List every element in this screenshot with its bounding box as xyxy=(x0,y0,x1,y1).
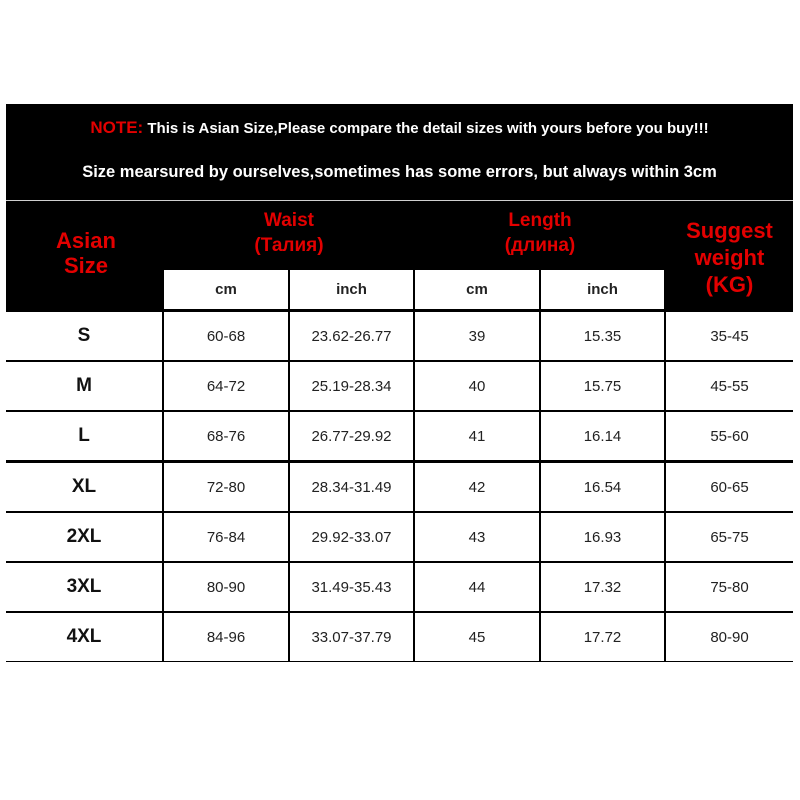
weight-cell: 35-45 xyxy=(666,312,793,360)
weight-cell: 55-60 xyxy=(666,412,793,460)
header-waist xyxy=(164,208,414,258)
waist-inch-cell: 29.92-33.07 xyxy=(290,513,413,561)
length-cm-cell: 42 xyxy=(415,463,539,511)
waist-cm-cell: 60-68 xyxy=(164,312,288,360)
size-cell: 4XL xyxy=(6,613,162,661)
weight-cell: 80-90 xyxy=(666,613,793,661)
header-waist-line: Waist xyxy=(264,210,314,231)
length-inch-cell: 16.14 xyxy=(541,412,664,460)
waist-inch-cell: 26.77-29.92 xyxy=(290,412,413,460)
length-cm-cell: 41 xyxy=(415,412,539,460)
waist-cm-cell: 64-72 xyxy=(164,362,288,410)
length-cm-cell: 44 xyxy=(415,563,539,611)
unit-inch-length: inch xyxy=(541,270,664,309)
length-cm-cell: 40 xyxy=(415,362,539,410)
length-cm-cell: 39 xyxy=(415,312,539,360)
size-cell: 2XL xyxy=(6,513,162,561)
weight-cell: 75-80 xyxy=(666,563,793,611)
header-length-line: Length xyxy=(508,210,572,231)
header-asian-size xyxy=(26,228,146,278)
weight-cell: 65-75 xyxy=(666,513,793,561)
divider xyxy=(6,200,793,201)
size-cell: L xyxy=(6,412,162,460)
length-inch-cell: 16.93 xyxy=(541,513,664,561)
length-inch-cell: 17.32 xyxy=(541,563,664,611)
unit-inch-waist: inch xyxy=(290,270,413,309)
waist-cm-cell: 84-96 xyxy=(164,613,288,661)
header-asian-size-line: Asian xyxy=(56,228,116,253)
header-weight xyxy=(666,217,793,298)
size-cell: M xyxy=(6,362,162,410)
unit-cm-length: cm xyxy=(415,270,539,309)
waist-cm-cell: 80-90 xyxy=(164,563,288,611)
header-length xyxy=(415,208,665,258)
header-asian-size-line: Size xyxy=(63,253,109,278)
waist-inch-cell: 28.34-31.49 xyxy=(290,463,413,511)
waist-cm-cell: 76-84 xyxy=(164,513,288,561)
header-weight-line: weight xyxy=(694,245,765,270)
measurement-note: Size mearsured by ourselves,sometimes has some errors, but always within 3cm xyxy=(82,163,717,181)
length-inch-cell: 16.54 xyxy=(541,463,664,511)
weight-cell: 45-55 xyxy=(666,362,793,410)
header-length-line: (длина) xyxy=(504,235,576,256)
size-cell: 3XL xyxy=(6,563,162,611)
header-waist-line: (Талия) xyxy=(254,235,324,256)
waist-inch-cell: 33.07-37.79 xyxy=(290,613,413,661)
size-cell: XL xyxy=(6,463,162,511)
length-cm-cell: 43 xyxy=(415,513,539,561)
notice-banner xyxy=(6,104,793,200)
notice-line xyxy=(6,118,793,138)
note-text: This is Asian Size,Please compare the detail sizes with yours before you buy!!! xyxy=(143,120,709,137)
size-chart xyxy=(6,104,793,662)
unit-cm-waist: cm xyxy=(164,270,288,309)
waist-inch-cell: 23.62-26.77 xyxy=(290,312,413,360)
waist-cm-cell: 72-80 xyxy=(164,463,288,511)
length-inch-cell: 17.72 xyxy=(541,613,664,661)
waist-inch-cell: 25.19-28.34 xyxy=(290,362,413,410)
note-label: NOTE: xyxy=(90,118,144,137)
header-weight-line: Suggest xyxy=(686,218,773,243)
length-inch-cell: 15.35 xyxy=(541,312,664,360)
waist-cm-cell: 68-76 xyxy=(164,412,288,460)
waist-inch-cell: 31.49-35.43 xyxy=(290,563,413,611)
header-weight-line: (KG) xyxy=(705,272,754,297)
weight-cell: 60-65 xyxy=(666,463,793,511)
length-cm-cell: 45 xyxy=(415,613,539,661)
size-cell: S xyxy=(6,312,162,360)
length-inch-cell: 15.75 xyxy=(541,362,664,410)
